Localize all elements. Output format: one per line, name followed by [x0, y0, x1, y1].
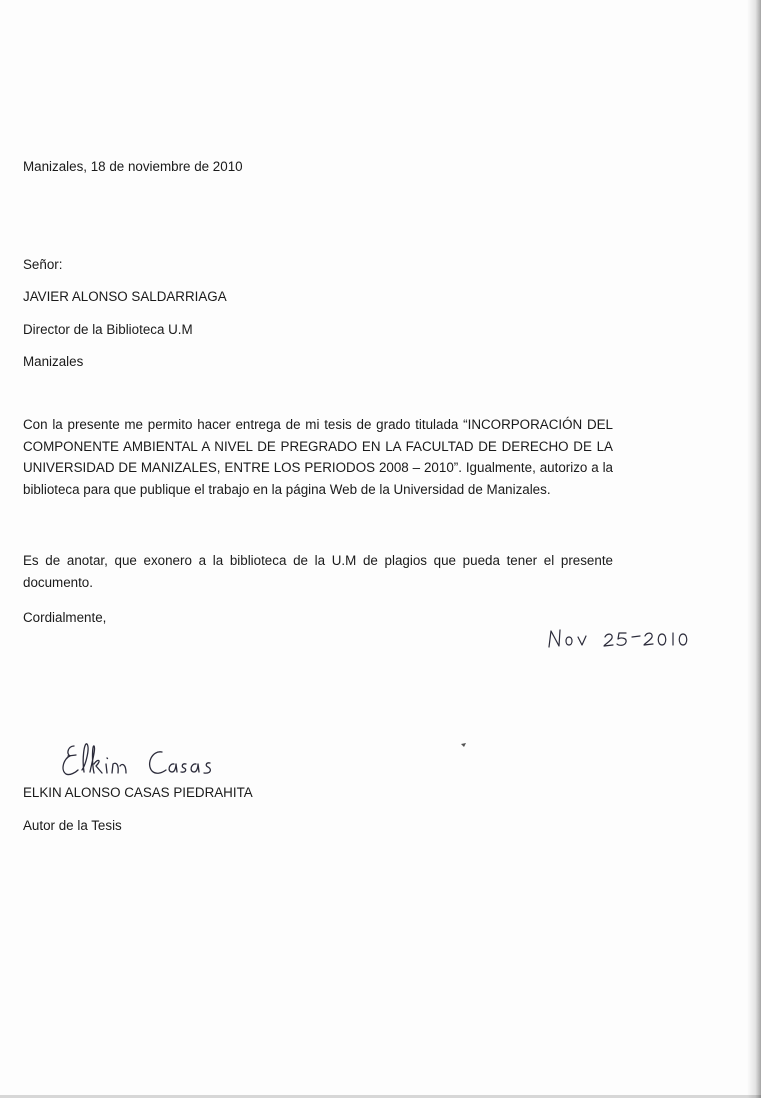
scanner-edge-shadow [747, 0, 761, 1098]
handwritten-date [545, 623, 705, 653]
author-name: ELKIN ALONSO CASAS PIEDRAHITA [23, 785, 253, 800]
scan-speck [460, 740, 468, 748]
body-paragraph-1: Con la presente me permito hacer entrega de mi tesis de grado titulada “INCORPORACIÓN DEL COMPONENTE AMBIENTAL A NIVEL DE PREGRADO EN LA FACULTAD DE DERECHO DE LA UNIVERSIDAD DE MANIZALES, ENTRE LOS PERIODOS 2008 – 2010”. Igualmente, autorizo a la biblioteca para que publique el trabajo en la página Web de la Universidad de Manizales. [23, 417, 613, 497]
date-line: Manizales, 18 de noviembre de 2010 [23, 159, 243, 174]
closing: Cordialmente, [23, 610, 107, 625]
recipient-city: Manizales [23, 354, 84, 369]
author-role: Autor de la Tesis [23, 818, 122, 833]
recipient-name: JAVIER ALONSO SALDARRIAGA [23, 289, 227, 304]
author-signature [52, 740, 232, 786]
salutation: Señor: [23, 257, 63, 272]
recipient-title: Director de la Biblioteca U.M [23, 322, 193, 337]
body-paragraph-2: Es de anotar, que exonero a la biblioteca de la U.M de plagios que pueda tener el presente documento. [23, 553, 613, 590]
